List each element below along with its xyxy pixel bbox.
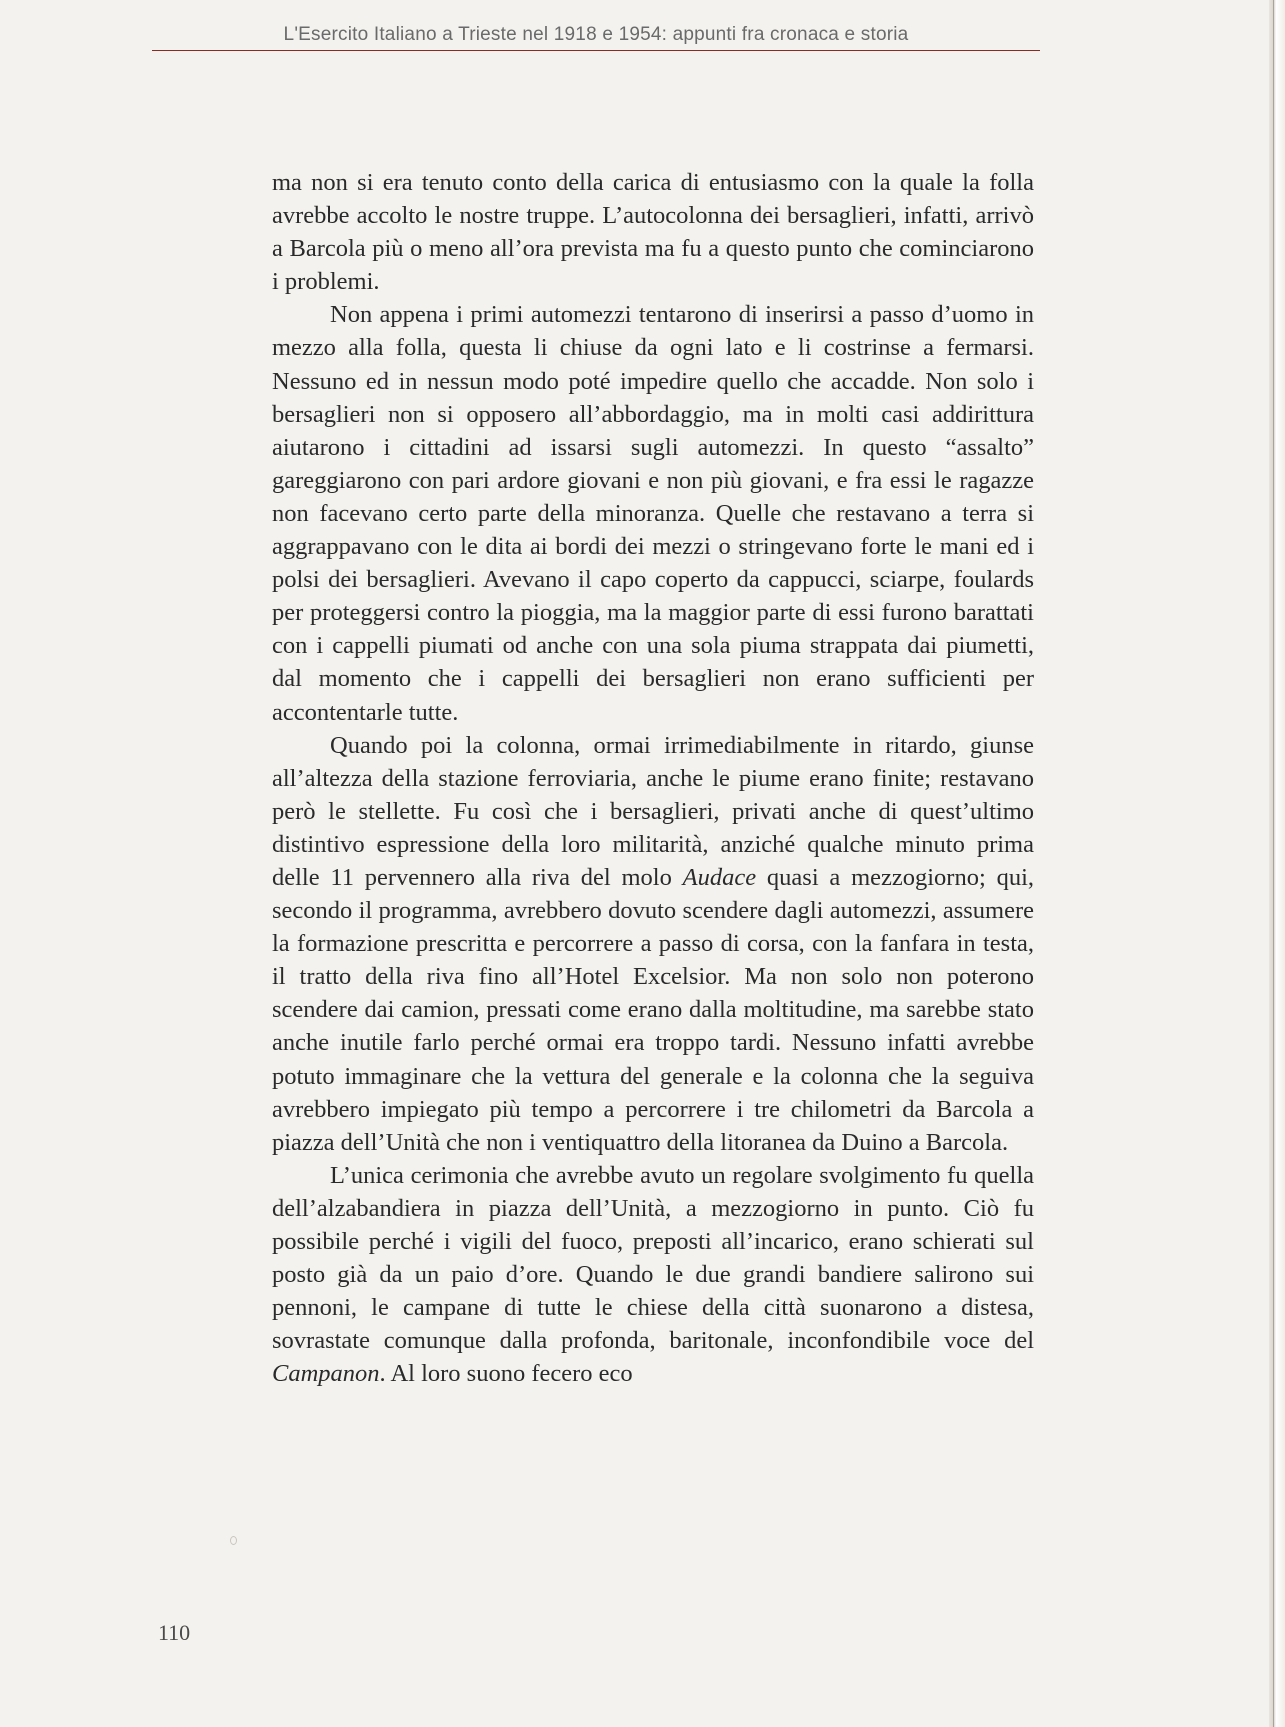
text-segment: ma non si era tenuto conto della carica di entusiasmo con la quale la folla avrebbe accolto le nostre truppe. L’autocolonna dei bersaglieri, infatti, arrivò a Barcola più o meno all’ora prevista ma fu a questo punto che cominciarono i problemi. — [272, 169, 1034, 296]
text-segment: . Al loro suono fecero eco — [379, 1360, 633, 1388]
page-edge — [1269, 0, 1285, 1727]
header-rule — [152, 50, 1040, 51]
page-number: 110 — [158, 1620, 191, 1645]
paragraph — [272, 298, 1034, 728]
paragraph — [272, 166, 1034, 298]
italic-text: Audace — [682, 863, 757, 891]
text-segment: quasi a mezzogiorno; qui, secondo il programma, avrebbero dovuto scendere dagli automezzi, assumere la formazione prescritta e percorrere a passo di corsa, con la fanfara in testa, il tratto della riva fino all’Hotel Excelsior. Ma non solo non poterono scendere dai camion, pressati come erano dalla moltitudine, ma sarebbe stato anche inutile farlo perché ormai era troppo tardi. Nessuno infatti avrebbe potuto immaginare che la vettura del generale e la colonna che la seguiva avrebbero impiegato più tempo a percorrere i tre chilometri da Barcola a piazza dell’Unità che non i ventiquattro della litoranea da Duino a Barcola. — [272, 863, 1034, 1156]
text-segment: L’unica cerimonia che avrebbe avuto un regolare svolgimento fu quella dell’alzabandiera in piazza dell’Unità, a mezzogiorno in punto. Ciò fu possibile perché i vigili del fuoco, preposti all’incarico, erano schierati sul posto già da un paio d’ore. Quando le due grandi bandiere salirono sui pennoni, le campane di tutte le chiese della città suonarono a distesa, sovrastate comunque dalla profonda, baritonale, inconfondibile voce del — [272, 1161, 1034, 1355]
text-segment: Quando poi la colonna, ormai irrimediabilmente in ritardo, giunse all’altezza della stazione ferroviaria, anche le piume erano finite; restavano però le stellette. Fu così che i bersaglieri, privati anche di quest’ultimo distintivo espressione della loro militarità, anziché qualche minuto prima delle 11 pervennero alla riva del molo — [272, 731, 1034, 891]
scan-speck — [230, 1536, 237, 1545]
body-text — [272, 166, 1034, 1390]
page-edge-line — [1273, 0, 1274, 1727]
running-head: L'Esercito Italiano a Trieste nel 1918 e 1954: appunti fra cronaca e storia — [283, 24, 909, 45]
text-segment: Non appena i primi automezzi tentarono di inserirsi a passo d’uomo in mezzo alla folla, questa li chiuse da ogni lato e li costrinse a fermarsi. Nessuno ed in nessun modo poté impedire quello che accadde. Non solo i bersaglieri non si opposero all’abbordaggio, ma in molti casi addirittura aiutarono i cittadini ad issarsi sugli automezzi. In questo “assalto” gareggiarono con pari ardore giovani e non più giovani, e fra essi le ragazze non facevano certo parte della minoranza. Quelle che restavano a terra si aggrappavano con le dita ai bordi dei mezzi o stringevano forte le mani ed i polsi dei bersaglieri. Avevano il capo coperto da cappucci, sciarpe, foulards per proteggersi contro la pioggia, ma la maggior parte di essi furono barattati con i cappelli piumati od anche con una sola piuma strappata dai piumetti, dal momento che i cappelli dei bersaglieri non erano sufficienti per accontentarle tutte. — [272, 301, 1034, 726]
paragraph — [272, 1159, 1034, 1391]
paragraph — [272, 729, 1034, 1159]
italic-text: Campanon — [272, 1360, 380, 1388]
